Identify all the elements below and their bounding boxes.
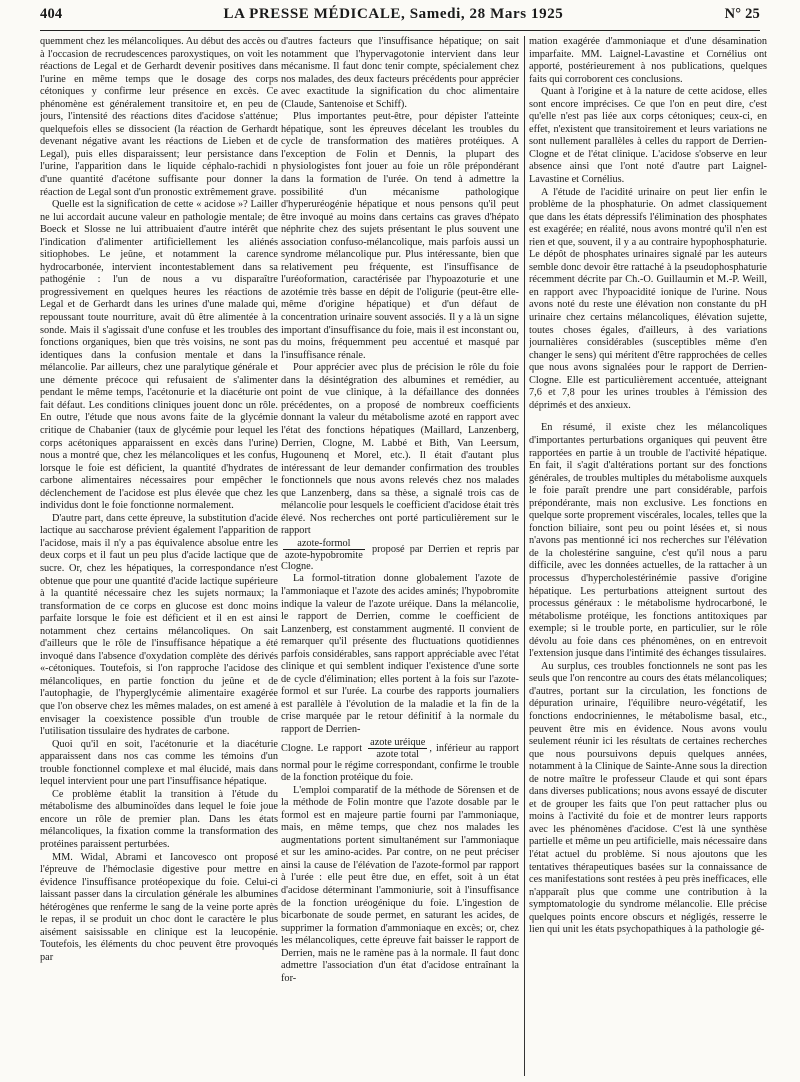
column-right xyxy=(529,36,767,1076)
fraction-denominator: azote total xyxy=(376,748,420,760)
paragraph: D'autre part, dans cette épreuve, la substitution d'acide lactique au saccharose prévient également l'apparition de l'acidose, mais il n'y a pas équivalence absolue entre les deux corps et il faut un peu plus d'acide lactique que de sucre. Or, chez les hépatiques, la correspondance n'est obtenue que pour une quantité d'acide lactique supérieure à la quantité nécessaire chez les sujets normaux; la transformation de ce corps en glucose est donc moins parfaite lorsque le foie est déficient et il en est ainsi notamment chez certains mélancoliques. On sait d'ailleurs que le rôle de l'insuffisance hépatique a été invoqué dans l'absence d'oxydation complète des dérivés «-cétoniques. Toutefois, si l'on rapproche l'acidose des mélancoliques, en partie fonction du jeûne et de l'autophagie, de l'hyperglycémie alimentaire exagérée que l'on observe chez les mêmes malades, on est amené à envisager la coexistence possible d'un trouble de l'utilisation tissulaire des hydrates de carbone. xyxy=(40,512,278,738)
paragraph: Quoi qu'il en soit, l'acétonurie et la diacéturie apparaissent dans nos cas comme les témoins d'un trouble fonctionnel complexe et mal élucidé, mais dans lequel intervient pour une part l'insuffisance hépatique. xyxy=(40,738,278,788)
column-left xyxy=(40,36,278,1076)
paragraph: d'autres facteurs que l'insuffisance hépatique; on sait notamment que l'hypervagotonie intervient dans leur mécanisme. Il faut donc tenir compte, spécialement chez nos malades, des deux facteurs précédents pour apprécier avec exactitude la signification du choc alimentaire (Claude, Santenoise et Schiff). xyxy=(281,36,519,110)
paragraph: Au surplus, ces troubles fonctionnels ne sont pas les seuls que l'on rencontre au cours des états mélancoliques; d'autres, portant sur la circulation, les fonctions de dépuration urinaire, l'équilibre neuro-végétatif, les fonctions endocriniennes, le métabolisme basal, etc., peuvent être mis en évidence. Nous avons voulu seulement réunir ici les résultats de certaines recherches que nous poursuivons depuis quelques années, notamment à la Clinique de Sainte-Anne sous la direction de notre maître le professeur Claude et qui sont épars dans diverses publications; nous avons essayé de discuter et de grouper les faits que l'on peut rattacher plus ou moins à l'activité du foie et de montrer leurs rapports avec les phénomènes d'acidose. C'est là une synthèse partielle et même un peu artificielle, mais nécessaire dans l'état actuel du problème. Si nous ajoutons que les tentatives thérapeutiques basées sur la connaissance de ces manifestations sont restées à peu près inefficaces, elle n'apparaît plus que comme une contribution à la symptomatologie du syndrome mélancolie. Elle précise quelques points encore obscurs et négligés, resserre le lien qui unit les états psychopathiques à la pathologie gé- xyxy=(529,660,767,936)
paragraph: Quant à l'origine et à la nature de cette acidose, elles sont encore imprécises. Ce que l'on en peut dire, c'est qu'elle n'est pas liée aux corps cétoniques; ceux-ci, en effet, n'existent que transitoirement et leurs variations ne sont nullement parallèles à celles du rapport de Derrien-Clogne et de l'état clinique. L'acidose s'observe en leur absence ainsi que l'ont noté d'autre part Laignel-Lavastine et Cornélius. xyxy=(529,86,767,186)
paragraph: La formol-titration donne globalement l'azote de l'ammoniaque et l'azote des acides aminés; l'hypobromite indique la valeur de l'azote uréique. Dans la mélancolie, le rapport de Derrien, comme le coefficient de Lanzenberg, est constamment augmenté. Il convient de remarquer qu'il présente des fluctuations quotidiennes parfois considérables, sans rapport appréciable avec l'état clinique et qui semblent indiquer l'existence d'une sorte de cycle d'élimination; elles portent à la fois sur l'azote-formol et sur l'urée. La courbe des rapports journaliers est parallèle à l'évolution de la maladie et la fin de la crise marquée par le retour définitif à la normale du rapport de Derrien- xyxy=(281,573,519,735)
paragraph: A l'étude de l'acidité urinaire on peut lier enfin le problème de la phosphaturie. On admet classiquement que dans les états dépressifs l'élimination des phosphates est exagérée; en réalité, nous avons montré qu'il n'en est rien et que, souvent, il y a au contraire hypophosphaturie. Le dépôt de phosphates urinaires signalé par les auteurs semble donc devoir être rattaché à la pseudophosphaturie récemment décrite par Ch.-O. Guillaumin et M.-P. Weill, en rapport avec l'hypoacidité ionique de l'urine. Nous avons noté du reste une élévation non constante du pH urinaire chez certains mélancoliques, élévation sujette, toutes choses égales, d'ailleurs, à des variations journalières considérables (susceptibles même d'en changer le sens) qui méritent d'être rapprochées de celles que nous avons signalées pour le rapport de Derrien-Clogne. Elle est particulièrement accentuée, atteignant 7,6 et 7,8 pour les urines troubles à l'émission des déprimés et des anxieux. xyxy=(529,186,767,411)
paragraph: En résumé, il existe chez les mélancoliques d'importantes perturbations organiques qui peuvent être rapportées en partie à un trouble de l'activité hépatique. En fait, il s'agit d'altérations portant sur des fonctions générales, de troubles multiples du métabolisme auxquels le foie paraît prendre une part considérable, parfois prépondérante, mais non exclusive. Les fonctions en quelque sorte proprement viscérales, locales, telles que la fonction biliaire, sont peu ou point lésées et, si nous n'avons pas mentionné ici nos recherches sur l'élévation de la cholestérine sanguine, c'est qu'il nous a paru difficile, avec les données actuelles, de la rattacher à un processus d'hypercholestérinémie passive d'origine hépatique. Les perturbations atteignent surtout des processus généraux : le métabolisme hydrocarboné, le métabolisme protéique, les fonctions antitoxiques par exemple; si le trouble porte, en particulier, sur le rôle dévolu au foie dans ces phénomènes, on en entrevoit l'extension jusque dans l'intimité des échanges tissulaires. xyxy=(529,422,767,660)
paragraph: L'emploi comparatif de la méthode de Sörensen et de la méthode de Folin montre que l'azote dosable par le formol est en majeure partie fourni par l'ammoniaque, mais, en même temps, que chez nos malades les augmentations portent simultanément sur l'ammoniaque et sur les amino-acides. Par contre, on ne peut préciser ainsi la cause de l'élévation de l'azote-formol par rapport à l'urée : elle peut être due, en effet, soit à un état d'acidose déterminant l'ammoniurie, soit à l'insuffisance de la fonction uréogénique du foie. L'ingestion de bicarbonate de soude permet, en saturant les acides, de supprimer la formation d'ammoniaque en excès; or, chez les mélancoliques, cette épreuve fait baisser le rapport de Derrien, mais ne le ramène pas à la normale. Il faut donc admettre l'association d'un état d'acidose entraînant la for- xyxy=(281,784,519,984)
header-rule xyxy=(40,30,760,31)
fraction-azote xyxy=(368,737,427,760)
formula-caption: , inférieur au rapport normal pour le régime correspondant, confirme le trouble de la fonction protéique du foie. xyxy=(281,742,519,784)
fraction-numerator: azote-formol xyxy=(283,538,365,550)
column-divider xyxy=(524,36,525,1076)
fraction-derrien xyxy=(283,538,365,561)
fraction-numerator: azote uréique xyxy=(370,736,426,748)
issue-number: N° 25 xyxy=(724,6,760,22)
paragraph: Pour apprécier avec plus de précision le rôle du foie dans la désintégration des albumines et remédier, au point de vue clinique, à la défaillance des données précédentes, on a proposé de nombreux coefficients donnant la valeur du métabolisme azoté en rapport avec l'état des fonctions hépatiques (Maillard, Lanzenberg, Derrien, Clogne, M. Labbé et Bith, Van Leersum, Hugounenq et Morel, etc.). Il était d'autant plus intéressant de leur demander confirmation des troubles fonctionnels que nous avons relevés chez nos malades que Lanzenberg, dans sa thèse, a signalé trois cas de mélancolie pour lesquels le coefficient d'acidose était très élevé. Nos recherches ont porté particulièrement sur le rapport xyxy=(281,362,519,537)
fraction-denominator: azote-hypobromite xyxy=(285,549,363,561)
paragraph: quemment chez les mélancoliques. Au début des accès ou à l'occasion de recrudescences paroxystiques, on voit les réactions de Legal et de Gerhardt devenir positives dans l'urine en même temps que le dosage des corps cétoniques y confirme leur présence en excès. Ce phénomène est généralement transitoire et, en peu de jours, l'intensité des réactions dites d'acidose s'atténue; quelquefois elles se dissocient (la réaction de Gerhardt devenant négative avant les réactions de Lieben et de Legal), puis elles disparaissent; leur persistance dans l'urine, l'apparition dans le liquide céphalo-rachidi n d'une quantité d'acétone suffisante pour donner la réaction de Legal sont d'un pronostic extrêmement grave. xyxy=(40,36,278,198)
formula-caption: proposé par Derrien et repris par Clogne. xyxy=(281,543,519,572)
column-middle xyxy=(281,36,519,1076)
paragraph: Plus importantes peut-être, pour dépister l'atteinte hépatique, sont les épreuves décelant les troubles du cycle de transformation des matières protéiques. A l'exception de Folin et Dennis, la plupart des physiologistes font jouer au foie un rôle prépondérant dans la formation de l'urée. On tend à admettre la possibilité d'un mécanisme pathologique d'hyperuréogénie hépatique et nous pensons qu'il peut être invoqué au moins dans certains cas graves d'hépato néphrite chez des sujets présentant le plus souvent une association confuso-mélancolique, mais parfois aussi un syndrome mélancolique pur. Plus intéressante, bien que relativement peu fréquente, est l'insuffisance de l'uréoformation, caractérisée par l'hypoazoturie et une azotémie très basse en dépit de l'oligurie (peut-être elle-même d'origine hépatique) et d'un défaut de concentration urinaire souvent associés. Il y a là un signe important d'insuffisance du foie, mais il est inconstant ou, du moins, fréquemment peu accentué et masqué par l'insuffisance rénale. xyxy=(281,111,519,361)
paragraph: Ce problème établit la transition à l'étude du métabolisme des albuminoïdes dans lequel le foie joue encore un rôle de premier plan. Dans les états mélancoliques, la fixation comme la transformation des protéines paraissent perturbées. xyxy=(40,788,278,850)
formula-lead: Clogne. Le rapport xyxy=(281,742,363,754)
formula-derrien xyxy=(281,538,519,574)
journal-title: LA PRESSE MÉDICALE, Samedi, 28 Mars 1925 xyxy=(223,6,564,22)
page-header xyxy=(40,6,760,28)
paragraph: mation exagérée d'ammoniaque et d'une désamination imparfaite. MM. Laignel-Lavastine et Cornélius ont apporté, postérieurement à nos publications, quelques faits qui corroborent ces conclusions. xyxy=(529,36,767,85)
formula-azote xyxy=(281,737,519,785)
page-number: 404 xyxy=(40,6,63,22)
paragraph: MM. Widal, Abrami et Iancovesco ont proposé l'épreuve de l'hémoclasie digestive pour mettre en évidence l'insuffisance protéopexique du foie. Celui-ci laissant passer dans la circulation générale les albumines hétérogènes que renferme le sang de la veine porte après le repas, il se produit un choc dont le caractère le plus aisément saisissable en clinique est la leucopénie. Toutefois, les éléments du choc peuvent être provoqués par xyxy=(40,851,278,963)
paragraph: Quelle est la signification de cette « acidose »? Lailler ne lui accordait aucune valeur en pathologie mentale; de Boeck et Slosse ne lui attribuaient d'autre intérêt que l'indication d'alimenter artificiellement les aliénés sitiophobes. Le jeûne, et notamment la carence hydrocarbonée, intervient incontestablement dans sa pathogénie : l'un de nous a vu disparaître progressivement en quelques heures les réactions de Legal et de Gerhardt dans les urines d'une malade qui, repoussant toute nourriture, avait dû être alimentée à la sonde. Mais il s'agissait d'une confuse et les troubles des fonctions organiques, bien que très voisins, ne sont pas identiques dans la confusion mentale et dans la mélancolie. Par ailleurs, chez une paralytique générale et une démente précoce qui refusaient de s'alimenter pendant le même temps, l'acétonurie et la diacéturie ont fait défaut. Les conditions cliniques jouent donc un rôle. En outre, l'étude que nous avons faite de la glycémie critique de Chabanier (taux de glycémie pour lequel les corps acétoniques apparaissent en excès dans l'urine) nous a montré que, chez les mélancoliques et les confus, lorsque le foie est déficient, la quantité d'hydrates de carbone alimentaires nécessaires pour empêcher le déclenchement de l'acidose est plus élevée que chez les individus dont le foie fonctionne normalement. xyxy=(40,199,278,512)
